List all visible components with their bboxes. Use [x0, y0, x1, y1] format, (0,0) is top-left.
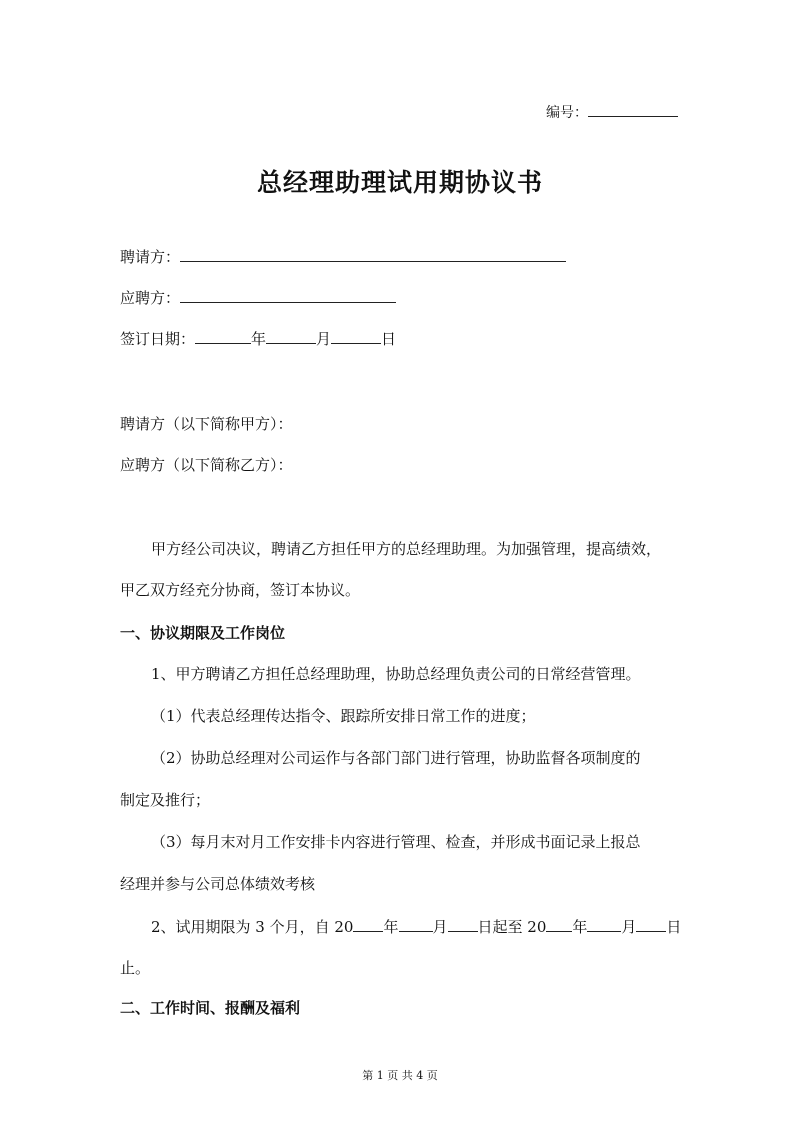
start-day-blank[interactable] — [448, 916, 478, 932]
day-label: 日 — [381, 330, 397, 348]
employee-label: 应聘方： — [120, 289, 181, 307]
section-1-sub-3-line-1: （3）每月末对月工作安排卡内容进行管理、检查，并形成书面记录上报总 — [151, 833, 641, 851]
serial-blank[interactable] — [588, 101, 678, 117]
month-blank[interactable] — [266, 328, 316, 344]
employer-label: 聘请方： — [120, 248, 181, 266]
trial-period-mid: 日起至 20 — [477, 918, 547, 936]
section-2-heading: 二、工作时间、报酬及福利 — [120, 999, 301, 1017]
party-a-line: 聘请方（以下简称甲方）： — [120, 415, 293, 433]
start-year-label: 年 — [383, 918, 399, 936]
intro-line-2: 甲乙双方经充分协商，签订本协议。 — [120, 581, 361, 599]
start-year-blank[interactable] — [353, 916, 383, 932]
party-b-line: 应聘方（以下简称乙方）： — [120, 456, 293, 474]
employee-blank[interactable] — [180, 287, 396, 303]
section-1-sub-2-line-1: （2）协助总经理对公司运作与各部门部门进行管理，协助监督各项制度的 — [151, 749, 641, 767]
serial-number — [546, 101, 678, 123]
section-1-sub-3-line-2: 经理并参与公司总体绩效考核 — [120, 875, 316, 893]
end-month-label: 月 — [621, 918, 637, 936]
trial-period-prefix: 2、试用期限为 3 个月，自 20 — [151, 918, 354, 936]
end-month-blank[interactable] — [587, 916, 621, 932]
serial-label: 编号： — [546, 105, 588, 121]
year-label: 年 — [251, 330, 267, 348]
employer-blank[interactable] — [180, 246, 566, 262]
end-year-blank[interactable] — [546, 916, 572, 932]
page-footer: 第 1 页 共 4 页 — [362, 1069, 438, 1082]
end-year-label: 年 — [572, 918, 588, 936]
end-day-blank[interactable] — [636, 916, 666, 932]
section-1-heading: 一、协议期限及工作岗位 — [120, 624, 286, 642]
section-1-item-2 — [151, 916, 681, 937]
start-month-label: 月 — [432, 918, 448, 936]
employee-field — [120, 287, 396, 308]
intro-line-1: 甲方经公司决议，聘请乙方担任甲方的总经理助理。为加强管理，提高绩效， — [151, 540, 662, 558]
section-1-sub-2-line-2: 制定及推行； — [120, 791, 211, 809]
year-blank[interactable] — [195, 328, 251, 344]
month-label: 月 — [316, 330, 332, 348]
day-blank[interactable] — [331, 328, 381, 344]
employer-field — [120, 246, 566, 267]
start-month-blank[interactable] — [399, 916, 433, 932]
date-label: 签订日期： — [120, 330, 196, 348]
sign-date-field — [120, 328, 396, 349]
end-day-label: 日 — [666, 918, 682, 936]
section-1-item-2-line-2: 止。 — [120, 959, 151, 977]
section-1-item-1: 1、甲方聘请乙方担任总经理助理，协助总经理负责公司的日常经营管理。 — [151, 665, 641, 683]
document-title: 总经理助理试用期协议书 — [256, 168, 543, 197]
section-1-sub-1: （1）代表总经理传达指令、跟踪所安排日常工作的进度； — [151, 707, 536, 725]
